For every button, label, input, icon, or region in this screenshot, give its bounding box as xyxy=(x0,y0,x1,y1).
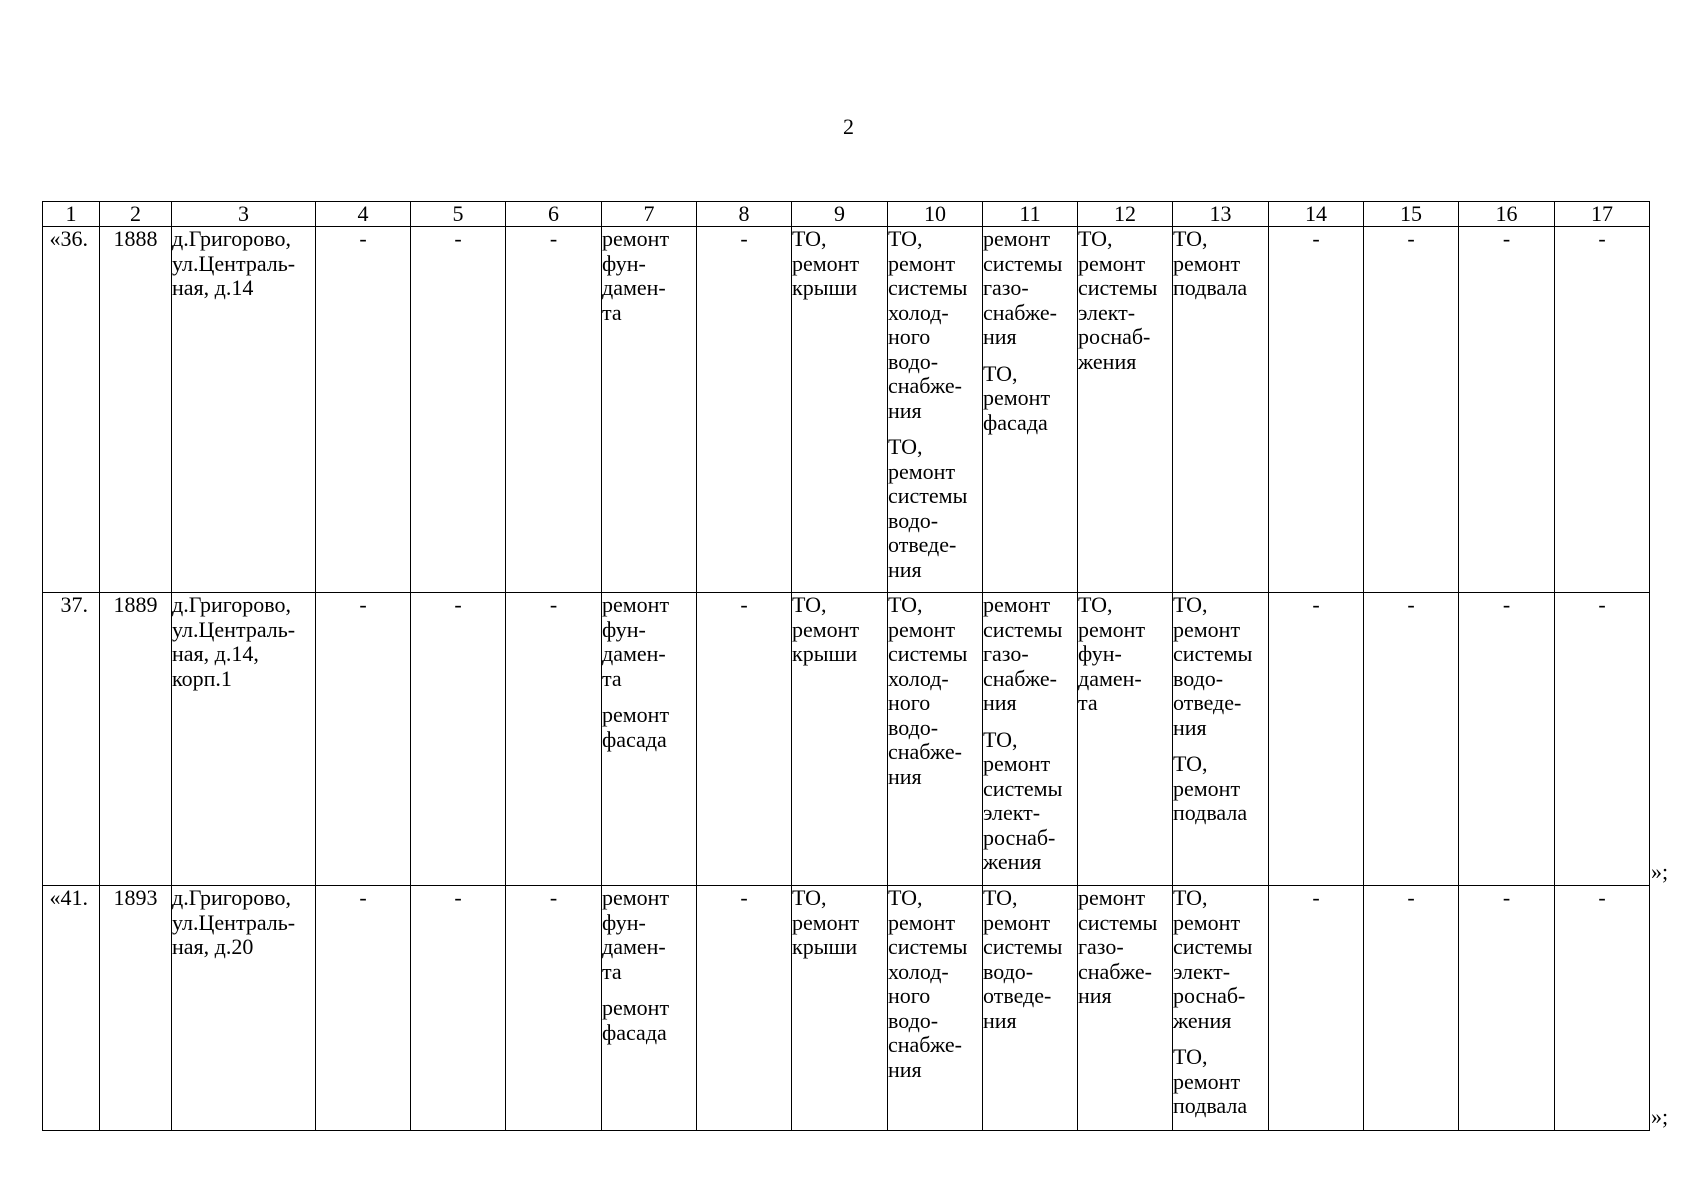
header-cell: 8 xyxy=(697,202,792,227)
header-cell: 2 xyxy=(100,202,172,227)
col-16-cell: - xyxy=(1459,593,1555,886)
col-16-cell: - xyxy=(1459,227,1555,593)
header-row xyxy=(43,202,1650,227)
col-13-cell xyxy=(1173,227,1269,593)
col-15-cell: - xyxy=(1364,227,1459,593)
work-schedule-table xyxy=(42,201,1650,1131)
row-number: «36. xyxy=(43,227,100,593)
header-cell: 1 xyxy=(43,202,100,227)
work-entry: ТО, ремонт подвала xyxy=(1173,751,1248,825)
col-15-cell: - xyxy=(1364,593,1459,886)
col-10-cell xyxy=(888,886,983,1131)
col-10-cell xyxy=(888,227,983,593)
work-entry: ТО, ремонт крыши xyxy=(792,592,860,666)
row-number: 37. xyxy=(43,593,100,886)
col-12-cell xyxy=(1078,593,1173,886)
header-cell: 12 xyxy=(1078,202,1173,227)
col-9-cell xyxy=(792,593,888,886)
header-cell: 13 xyxy=(1173,202,1269,227)
col-8-cell: - xyxy=(697,593,792,886)
work-entry: ТО, ремонт системы водо- отведе- ния xyxy=(1173,592,1253,740)
header-cell: 11 xyxy=(983,202,1078,227)
work-entry: ТО, ремонт системы водо- отведе- ния xyxy=(983,885,1063,1033)
col-14-cell: - xyxy=(1269,227,1364,593)
work-entry: ТО, ремонт системы элект- роснаб- жения xyxy=(1078,226,1158,374)
work-entry: ТО, ремонт системы холод- ного водо- снабже- ния xyxy=(888,226,968,423)
work-entry: ТО, ремонт системы холод- ного водо- снабже- ния xyxy=(888,592,968,789)
address: д.Григорово, ул.Централь- ная, д.20 xyxy=(172,886,316,1131)
work-entry: ремонт системы газо- снабже- ния xyxy=(983,592,1063,715)
work-entry: ремонт фун- дамен- та xyxy=(602,592,670,691)
col-9-cell xyxy=(792,886,888,1131)
header-cell: 9 xyxy=(792,202,888,227)
col-13-cell xyxy=(1173,886,1269,1131)
work-entry: ТО, ремонт системы элект- роснаб- жения xyxy=(983,726,1063,874)
col-14-cell: - xyxy=(1269,886,1364,1131)
col-5-cell: - xyxy=(411,593,506,886)
house-code: 1893 xyxy=(100,886,172,1131)
header-cell: 15 xyxy=(1364,202,1459,227)
work-entry: ТО, ремонт крыши xyxy=(792,226,860,300)
work-entry: ремонт системы газо- снабже- ния xyxy=(1078,885,1158,1008)
col-7-cell xyxy=(602,593,697,886)
col-17-cell: - xyxy=(1555,886,1650,1131)
col-6-cell: - xyxy=(506,593,602,886)
table-row xyxy=(43,227,1650,593)
header-cell: 14 xyxy=(1269,202,1364,227)
work-entry: ТО, ремонт системы водо- отведе- ния xyxy=(888,434,968,582)
work-entry: ремонт фасада xyxy=(602,995,670,1045)
table-row xyxy=(43,886,1650,1131)
col-8-cell: - xyxy=(697,227,792,593)
col-8-cell: - xyxy=(697,886,792,1131)
work-entry: ремонт фасада xyxy=(602,702,670,752)
col-12-cell xyxy=(1078,227,1173,593)
col-12-cell xyxy=(1078,886,1173,1131)
col-11-cell xyxy=(983,886,1078,1131)
header-cell: 3 xyxy=(172,202,316,227)
header-cell: 17 xyxy=(1555,202,1650,227)
work-entry: ТО, ремонт подвала xyxy=(1173,1044,1248,1118)
house-code: 1889 xyxy=(100,593,172,886)
col-5-cell: - xyxy=(411,227,506,593)
col-16-cell: - xyxy=(1459,886,1555,1131)
work-entry: ТО, ремонт системы элект- роснаб- жения xyxy=(1173,885,1253,1033)
col-6-cell: - xyxy=(506,227,602,593)
work-entry: ТО, ремонт системы холод- ного водо- снабже- ния xyxy=(888,885,968,1082)
header-cell: 10 xyxy=(888,202,983,227)
col-4-cell: - xyxy=(316,886,411,1131)
col-4-cell: - xyxy=(316,227,411,593)
col-17-cell: - xyxy=(1555,593,1650,886)
col-4-cell: - xyxy=(316,593,411,886)
col-7-cell xyxy=(602,227,697,593)
header-cell: 6 xyxy=(506,202,602,227)
work-entry: ремонт системы газо- снабже- ния xyxy=(983,226,1063,349)
col-17-cell: - xyxy=(1555,227,1650,593)
col-10-cell xyxy=(888,593,983,886)
header-cell: 5 xyxy=(411,202,506,227)
col-11-cell xyxy=(983,227,1078,593)
address: д.Григорово, ул.Централь- ная, д.14 xyxy=(172,227,316,593)
work-entry: ТО, ремонт фасада xyxy=(983,360,1051,435)
col-13-cell xyxy=(1173,593,1269,886)
col-9-cell xyxy=(792,227,888,593)
col-6-cell: - xyxy=(506,886,602,1131)
col-11-cell xyxy=(983,593,1078,886)
row-number: «41. xyxy=(43,886,100,1131)
work-entry: ТО, ремонт фун- дамен- та xyxy=(1078,592,1146,715)
col-5-cell: - xyxy=(411,886,506,1131)
closing-quote: »; xyxy=(1651,1103,1669,1129)
closing-quote: »; xyxy=(1651,858,1669,884)
address: д.Григорово, ул.Централь- ная, д.14, корп.1 xyxy=(172,593,316,886)
house-code: 1888 xyxy=(100,227,172,593)
page-number: 2 xyxy=(843,114,854,139)
table-row xyxy=(43,593,1650,886)
header-cell: 7 xyxy=(602,202,697,227)
col-14-cell: - xyxy=(1269,593,1364,886)
work-entry: ремонт фун- дамен- та xyxy=(602,226,670,325)
work-entry: ТО, ремонт крыши xyxy=(792,885,860,959)
work-entry: ремонт фун- дамен- та xyxy=(602,885,670,984)
col-7-cell xyxy=(602,886,697,1131)
work-entry: ТО, ремонт подвала xyxy=(1173,226,1248,300)
header-cell: 16 xyxy=(1459,202,1555,227)
header-cell: 4 xyxy=(316,202,411,227)
col-15-cell: - xyxy=(1364,886,1459,1131)
